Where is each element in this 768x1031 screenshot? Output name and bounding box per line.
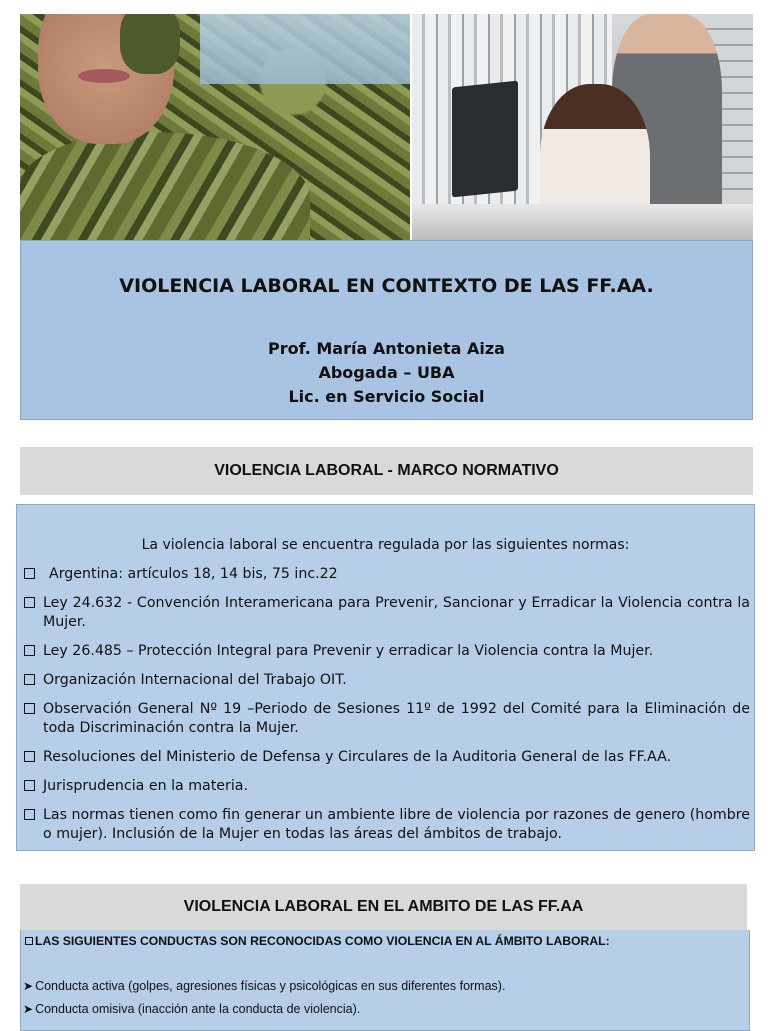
list-item: Ley 26.485 – Protección Integral para Prevenir y erradicar la Violencia contra la Mujer. (23, 642, 750, 661)
marco-normativo-body (16, 504, 755, 851)
soldier-photo (20, 14, 410, 240)
author-block (21, 337, 752, 409)
author-name: Prof. María Antonieta Aiza (268, 339, 505, 358)
checkbox-bullet-icon (24, 751, 35, 762)
marco-normativo-header: VIOLENCIA LABORAL - MARCO NORMATIVO (20, 447, 753, 495)
list-item: Argentina: artículos 18, 14 bis, 75 inc.22 (23, 565, 750, 584)
checkbox-bullet-icon (25, 937, 33, 945)
arrow-bullet-icon: ➤ (23, 1002, 34, 1016)
list-item: Las normas tienen como fin generar un ambiente libre de violencia por razones de genero (hombre o mujer). Inclusión de la Mujer en todas las áreas del ámbitos de trabajo. (23, 806, 750, 844)
list-item: ➤ Conducta omisiva (inacción ante la conducta de violencia). (23, 1002, 361, 1016)
checkbox-bullet-icon (24, 645, 35, 656)
title-slide (20, 14, 753, 420)
conductas-lead: LAS SIGUIENTES CONDUCTAS SON RECONOCIDAS COMO VIOLENCIA EN AL ÁMBITO LABORAL: (25, 934, 610, 948)
list-item: ➤ Conducta activa (golpes, agresiones físicas y psicológicas en sus diferentes formas). (23, 979, 506, 993)
checkbox-bullet-icon (24, 597, 35, 608)
office-harassment-photo (412, 14, 753, 240)
author-role: Abogada – UBA (318, 363, 455, 382)
checkbox-bullet-icon (24, 674, 35, 685)
list-item: Jurisprudencia en la materia. (23, 777, 750, 796)
list-item: Organización Internacional del Trabajo OIT. (23, 671, 750, 690)
ambito-ffaa-header: VIOLENCIA LABORAL EN EL AMBITO DE LAS FF.AA (20, 884, 747, 930)
list-item: Resoluciones del Ministerio de Defensa y Circulares de la Auditoria General de las FF.AA. (23, 748, 750, 767)
norms-list (23, 565, 750, 854)
checkbox-bullet-icon (24, 809, 35, 820)
checkbox-bullet-icon (24, 703, 35, 714)
checkbox-bullet-icon (24, 780, 35, 791)
arrow-bullet-icon: ➤ (23, 979, 34, 993)
ambito-ffaa-body (20, 930, 750, 1031)
marco-normativo-intro: La violencia laboral se encuentra regulada por las siguientes normas: (141, 537, 630, 553)
page-title: VIOLENCIA LABORAL EN CONTEXTO DE LAS FF.AA. (119, 275, 654, 297)
list-item: Observación General Nº 19 –Periodo de Sesiones 11º de 1992 del Comité para la Eliminación de toda Discriminación contra la Mujer. (23, 700, 750, 738)
title-box (20, 240, 753, 420)
author-degree: Lic. en Servicio Social (288, 387, 485, 406)
list-item: Ley 24.632 - Convención Interamericana para Prevenir, Sancionar y Erradicar la Violencia contra la Mujer. (23, 594, 750, 632)
checkbox-bullet-icon (24, 568, 35, 579)
